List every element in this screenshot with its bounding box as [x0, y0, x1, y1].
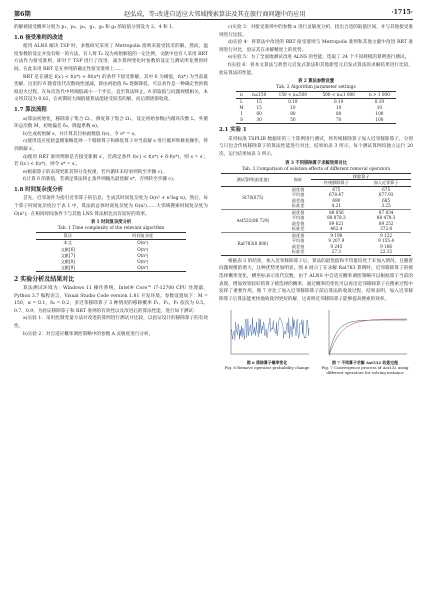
- algorithm-step: c)使用适应度轮盘赌策略选择一个移除算子和修复算子对当前解 s 进行破坏和修复操作，得到新解 s′。: [14, 139, 208, 152]
- table-row: 标准差 4.21 3.25: [291, 203, 391, 209]
- paragraph: 的解被接受概率分别为 p₁、p₂、p₃，g₁、g₂ 和 g₃ 的取值分别设为 2、4 和 1。: [14, 25, 177, 30]
- table-row: St70(675) 最优值 675 675: [221, 186, 411, 192]
- left-column: [14, 24, 208, 338]
- algorithm-step: e)根据算子的表现更新其得分及权重，若内循环未结束则转至步骤 c)。: [23, 169, 167, 175]
- complexity-table: [36, 232, 186, 272]
- algorithm-step: b)生成初始解 s，并计算其目标函数值 f(s)，令 s* = s。: [23, 131, 139, 137]
- paragraph: 首先，近邻条件为指引近邻算子的信息，生成其时间复杂度为 O(n² + n²log n)。然后，每个算子时间复杂度位于表 1 中，算法的总体时间复杂度为 O(n²)……大邻域搜索时间复杂度为 O(n²)，在相同时间条件下与其他 LNS 算法相比具有较好的效率。: [14, 196, 208, 217]
- figure-caption: 图 7 不同算子求解 Ast532 收敛过程 Fig. 7 Convergence process of Ast532 using different operators for solving instance: [321, 360, 409, 376]
- table-row: 最差值 690 685: [291, 197, 391, 203]
- issue-number: 第6期: [14, 11, 31, 18]
- paragraph: c)实验 3：对接受准则中的参数 α 进行灵敏度分析，找出合适的取值区间，并与其他接受准则进行比较。: [219, 25, 413, 38]
- running-title: 赵弘成，等:改进自适应大邻域搜索算法及其在旅行商问题中的应用: [124, 11, 306, 18]
- table-row: 标准差 27.3 22.15: [291, 249, 393, 255]
- paragraph: b)实验 2：对自适应概率调控策略中的参数 A 灵敏度进行分析。: [23, 331, 154, 337]
- page-number: ·1715·: [391, 9, 413, 16]
- section-heading: 1.6 接受准则的改进: [14, 34, 63, 41]
- table-row: 文献[8] O(n²): [60, 259, 149, 265]
- paragraph: RRT 是在满足 f(x′) < f(x*) + δf(x*) 的条件下接受新解，其中 δ 为阈值，f(x*) 为当前最优解，这里的 δ 随着迭代次数线性递减，即由初始值 δ₀ 逐渐降低，可以看作是一种确定性的模拟退火过程，在每次迭代中将阈值减小一个步长，直至算法终止。δ 的取值与问题规模相关，本文将其设为 0.02，在初期较大阈值使算法能接受较差的解，而后期逐渐收敛。: [14, 74, 208, 103]
- table-row: M 15 10 10 10: [239, 105, 383, 111]
- section-heading: 2 实验分析及结果对比: [14, 276, 75, 284]
- paragraph: f)实验 6：将本文算法与典型元启发式算法和其他新型元启发式算法的求解结果进行比较，验证算法的性能。: [219, 62, 413, 76]
- paragraph: a)实验 1：采用控制变量方法对改进的算例进行测试并比较，以验证设计的移除算子的有效性。: [14, 316, 208, 330]
- table-row: 文献[6] O(n³): [60, 246, 149, 252]
- table-row: I 60 80 80 100: [240, 111, 384, 117]
- table-row: 文献[9] O(n⁴): [60, 265, 149, 271]
- table-row: 本文 O(n²): [63, 240, 149, 246]
- probability-chart: [221, 306, 313, 360]
- figure-caption: 图 6 移除算子概率变化 Fig. 6 Remove operator probability change: [224, 360, 310, 371]
- algorithm-step: d)使用 RRT 准则判断是否接受新解 s′，若满足条件 f(s′) < f(s*) + δ·f(s*)，则 s = s′；若 f(s′) < f(s*)，则令 s* = s′。: [14, 154, 208, 168]
- paragraph: e)实验 5：为了全面地测试改进 ALNS 的性能，选取了 24 个不同规模的算例进行测试。: [228, 55, 410, 61]
- table-row: L 15 0.19 0.19 0.19: [240, 99, 385, 105]
- table-row: 最差值 9 245 9 186: [291, 243, 393, 249]
- table-caption: 表 2 算法参数设置 Tab. 2 Algorithm parameter settings: [276, 79, 356, 91]
- table-row: 平均值 9 207.9 9 155.4: [291, 238, 395, 244]
- table-header: 算法: [36, 233, 99, 240]
- convergence-chart: [319, 306, 411, 360]
- table-row: 文献[7] O(n³): [60, 252, 149, 258]
- section-heading: 1.8 时间复杂度分析: [14, 186, 63, 193]
- table-header: 时间复杂度: [99, 233, 186, 240]
- table-row: 标准差 462.4 372.8: [291, 226, 393, 232]
- table-row: 平均值 88 878.3 88 478.3: [291, 215, 396, 221]
- paragraph: 使用 ALNS 解决 TSP 时，多数研究采用了 Metropolis 准则来接受较差的解。然而，温度参数的设定并没有统一的方法，有人将 T₀ 设为初始解值的一定比例，文献中也有人采用 RRT 方法作为接受准则，即对于 TSP 进行了改进，减少算例变化时参数的设定与测试所花费的时间。在此采用 RRT 是在单纯的确定性接受准则上……: [14, 44, 208, 72]
- paragraph: 算法测试环境为：Windows 11 操作系统，Intel® Core™ i7-12700 CPU 处理器，Python 3.7 编程语言，Visual Studio Code version 1.81 开发环境。参数设置如下：M = 150，α = 0.1，δ₀ = 0.2，多近邻移除算子 3 种情况的移除概率 P₁、P₂、P₃ 依次为 0.5、0.7、0.9。为验证移除算子和 RRT 准则的有效性以及改进后的算法性能，进行如下测试：: [14, 286, 208, 314]
- table-row: 平均值 678.47 677.93: [291, 192, 394, 198]
- paragraph: d)实验 4：将算法中改进的 RRT 接受准则与 Metropolis 准则和其他文献中改进 RRT 准则进行对比，验证其在求解精度上的优势。: [219, 40, 413, 53]
- table-row: S 30 50 70 100: [240, 117, 384, 123]
- figure-row: [219, 306, 413, 386]
- table-row: 最差值 89 621 89 252: [291, 220, 394, 226]
- figure-6: [221, 306, 313, 370]
- table-row: Ast532(86 729) 最优值 88 056 87 834: [221, 209, 411, 215]
- section-heading: 2.1 实验 1: [219, 127, 247, 134]
- table-caption: 表 3 不同移除算子求解效果对比 Tab. 3 Comparison of solution effects of different removal operators: [241, 160, 391, 172]
- paragraph: 根据表 3 的结果，加入近邻移除算子后，算法的最优值和平均值均优于未加入情况，且随着问题规模的增大，这种优势更加明显。图 6 展示了在求解 Rat783 算例时，近邻移除算子的被选择概率变化，横坐标表示迭代次数，由于 ALNS 中自适应概率调控策略可以根据算子当前的表现，增加效果较好的算子被选择的概率，通过概率的变化可以看出近邻移除算子在搜索过程中发挥了重要作用。图 7 对比了加入近邻移除算子前后算法的收敛过程，结果表明，加入近邻移除算子后算法能更快地收敛到更好的解，这说明近邻移除算子能够提高搜索的效率。: [219, 258, 414, 302]
- parameter-table: n n≤150 150 < n≤500 500 < n≤1 000 n > 1 000 L 15 0.19 0.19 0.19 M 15 10 10 10 I 60 80 80 100 S 30 50 70 100: [236, 91, 396, 124]
- paragraph: 采用标准 TSPLIB 数据库的三个算例进行测试，将传统移除算子加入近邻移除算子，分别与只包含传统移除算子的算法性能进行对比，结果如表 3 所示，每个测试算例均独立运行 20 次，运行结果如表 3 所示。: [219, 136, 413, 157]
- algorithm-step: f)计算 δ 的新值，若满足算法终止条件则输出最优解 s*，否则转至步骤 c)。: [23, 177, 178, 183]
- page-header: [14, 6, 413, 20]
- right-column: [219, 24, 413, 386]
- table-row: Rat783(8 806) 最优值 9 198 9 122: [221, 232, 411, 238]
- header-rule: [14, 19, 413, 20]
- section-heading: 1.7 算法流程: [14, 106, 47, 113]
- algorithm-step: a)算法初始化，移除算子集合 Ω₋，修复算子集合 Ω₊，设定初始参数(内循环次数 L，外循环总次数 M，初始偏差 δ₀，降温系数 α)。: [14, 116, 208, 130]
- operator-comparison-table: 测试算例(最优值) 指标 移除算子 传统移除算子 加入近邻算子 St70(675) 最优值 675 675 平均值 678.47 677.93 最差值 690 685 标准差 4.21 3.25 Ast532(86 729) 最优值 88 056 87 834 平均值 88 878.3 88 478.3 最差值 89 621 89 252 标准差 462.4 372.8 Rat783(8 806) 最优值 9 198 9 122 平均值 9 207.9 9 155.4 最差值 9 245 9 186 标准差 27.3 22.15: [221, 173, 411, 256]
- figure-7: [319, 306, 411, 375]
- table-caption: 表 1 时间复杂度分析 Tab. 1 Time complexity of the relevant algorithm: [57, 220, 165, 232]
